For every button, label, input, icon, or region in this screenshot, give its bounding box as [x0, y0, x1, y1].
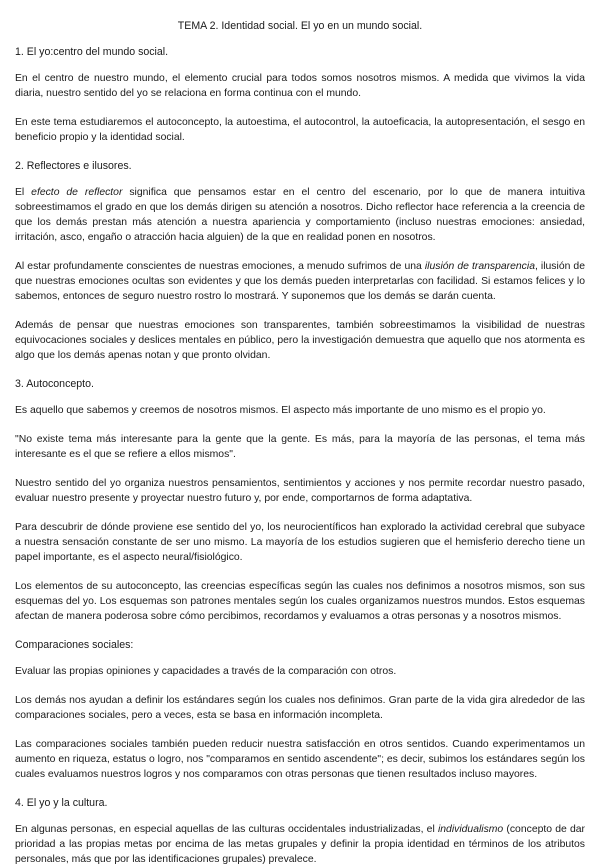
text: Al estar profundamente conscientes de nuestras emociones, a menudo sufrimos de una [15, 261, 425, 272]
text: El [15, 187, 32, 198]
text: , ilusión de que nuestras emociones ocultas son evidentes y que los demás pueden interpretarlas con facilidad. Si estamos felices y lo sabemos, entonces de seguro nuestro rostro lo mostrará. Y suponemos que los demás se darán cuenta. [15, 261, 585, 302]
term-emphasis: ilusión de transparencia [424, 261, 535, 272]
section-heading-2: 2. Reflectores e ilusores. [15, 160, 132, 172]
text: significa que pensamos estar en el centro del escenario, por lo que de manera intuitiva sobreestimamos el grado en que los demás dirigen su atención a nosotros. Dicho reflector hace referencia a la creencia de que los demás prestan más atención a nuestra apariencia y comportamiento (incluso nuestras emociones: ansiedad, irritación, asco, engaño o atracción hacia alguien) de la que en realidad ponen en nosotros. [15, 187, 585, 243]
paragraph: En el centro de nuestro mundo, el elemento crucial para todos somos nosotros mismos. A medida que vivimos la vida diaria, nuestro sentido del yo se relaciona en forma continua con el mundo. [15, 73, 585, 99]
paragraph-quote: "No existe tema más interesante para la gente que la gente. Es más, para la mayoría de las personas, el tema más interesante es el que se refiere a ellos mismos". [15, 434, 585, 460]
text: En algunas personas, en especial aquellas de las culturas occidentales industrializadas, el [15, 824, 438, 835]
section-heading-4: 4. El yo y la cultura. [15, 797, 108, 809]
paragraph-transparency-illusion [15, 259, 585, 304]
paragraph: Nuestro sentido del yo organiza nuestros pensamientos, sentimientos y acciones y nos permite recordar nuestro pasado, evaluar nuestro presente y proyectar nuestro futuro y, por ende, comportarnos de forma adaptativa. [15, 478, 585, 504]
section-heading-3: 3. Autoconcepto. [15, 378, 94, 390]
paragraph: Las comparaciones sociales también pueden reducir nuestra satisfacción en otros sentidos. Cuando experimentamos un aumento en riqueza, estatus o logro, nos "comparamos en sentido ascendente"; es decir, subimos los estándares según los cuales evaluamos nuestros logros y nos comparamos con otras personas que tienen resultados incluso mayores. [15, 739, 585, 780]
document-title: TEMA 2. Identidad social. El yo en un mundo social. [177, 20, 423, 32]
paragraph: Evaluar las propias opiniones y capacidades a través de la comparación con otros. [15, 666, 397, 677]
paragraph: En este tema estudiaremos el autoconcepto, la autoestima, el autocontrol, la autoeficacia, la autopresentación, el sesgo en beneficio propio y la identidad social. [15, 117, 585, 143]
text: (concepto de dar prioridad a las propias metas por encima de las metas grupales y definir la propia identidad en términos de los atributos personales, más que por las identificaciones grupales) prevalece. [15, 824, 585, 865]
paragraph: Los elementos de su autoconcepto, las creencias específicas según las cuales nos definimos a nosotros mismos, son sus esquemas del yo. Los esquemas son patrones mentales según los cuales organizamos nuestros mundos. Estos esquemas afectan de manera poderosa sobre cómo percibimos, recordamos y evaluamos a otras personas y a nosotros mismos. [15, 581, 585, 622]
paragraph: Es aquello que sabemos y creemos de nosotros mismos. El aspecto más importante de uno mismo es el propio yo. [15, 405, 546, 416]
term-emphasis: individualismo [437, 824, 504, 835]
paragraph-spotlight-effect [15, 185, 585, 245]
paragraph: Los demás nos ayudan a definir los estándares según los cuales nos definimos. Gran parte de la vida gira alrededor de las comparaciones sociales, pero a veces, esta se basa en información incompleta. [15, 695, 585, 721]
subheading-social-comparisons: Comparaciones sociales: [15, 639, 134, 651]
paragraph-individualism [15, 822, 585, 867]
paragraph: Además de pensar que nuestras emociones son transparentes, también sobreestimamos la visibilidad de nuestras equivocaciones sociales y deslices mentales en público, pero la investigación demuestra que aquello que nos atormenta es algo que los demás apenas notan y que pronto olvidan. [15, 320, 585, 361]
paragraph: Para descubrir de dónde proviene ese sentido del yo, los neurocientíficos han explorado la actividad cerebral que subyace a nuestra sensación constante de ser uno mismo. La mayoría de los estudios sugieren que el hemisferio derecho tiene un papel importante, es el aspecto neural/fisiológico. [15, 522, 585, 563]
term-emphasis: efecto de reflector [31, 187, 123, 198]
section-heading-1: 1. El yo:centro del mundo social. [15, 46, 169, 58]
